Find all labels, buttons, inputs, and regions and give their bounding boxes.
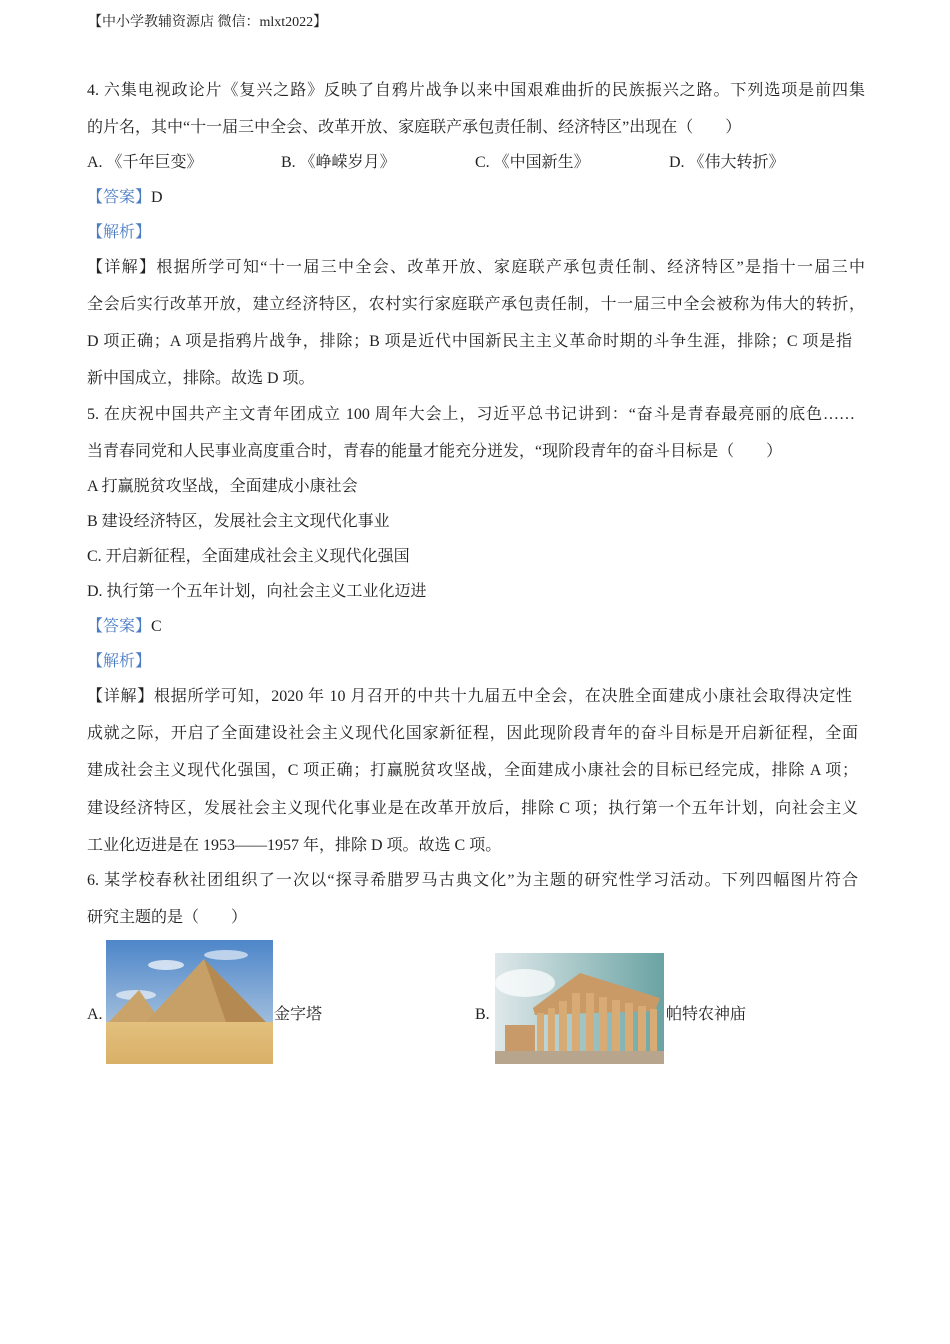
q5-detail-line-5: 工业化迈进是在 1953——1957 年，排除 D 项。故选 C 项。 <box>87 837 502 854</box>
q5-stem-line-2: 当青春同党和人民事业高度重合时，青春的能量才能充分迸发，“现阶段青年的奋斗目标是（ ） <box>87 443 783 460</box>
detail-tag: 【详解】 <box>87 259 157 276</box>
q4-stem-line-2: 的片名，其中“十一届三中全会、改革开放、家庭联产承包责任制、经济特区”出现在（ ） <box>87 119 742 136</box>
answer-tag: 【答案】 <box>87 618 152 635</box>
q5-detail-line-1 <box>87 687 852 707</box>
q5-detail-line-3: 建成社会主义现代化强国，C 项正确；打赢脱贫攻坚战，全面建成小康社会的目标已经完成，排除 A 项； <box>87 762 858 779</box>
q4-analysis-tag: 【解析】 <box>87 224 152 241</box>
q5-option-b: B 建设经济特区，发展社会主文现代化事业 <box>87 513 390 530</box>
q6-option-a-caption: 金字塔 <box>274 1006 323 1023</box>
detail-text: 根据所学可知“十一届三中全会、改革开放、家庭联产承包责任制、经济特区”是指十一届三中 <box>156 259 865 276</box>
q5-option-d: D. 执行第一个五年计划，向社会主义工业化迈进 <box>87 583 427 600</box>
parthenon-image <box>495 953 664 1064</box>
answer-tag: 【答案】 <box>87 189 152 206</box>
q5-option-a: A 打赢脱贫攻坚战，全面建成小康社会 <box>87 478 358 495</box>
q6-option-b-letter: B. <box>475 1006 490 1023</box>
q4-answer <box>87 188 163 208</box>
answer-value: C <box>151 618 162 635</box>
q6-stem-line-1: 6. 某学校春秋社团组织了一次以“探寻希腊罗马古典文化”为主题的研究性学习活动。下列四幅图片符合 <box>87 872 858 889</box>
q5-detail-line-4: 建设经济特区，发展社会主义现代化事业是在改革开放后，排除 C 项；执行第一个五年计划，向社会主义 <box>87 800 858 817</box>
q4-stem-line-1: 4. 六集电视政论片《复兴之路》反映了自鸦片战争以来中国艰难曲折的民族振兴之路。下列选项是前四集 <box>87 82 865 99</box>
page-header-watermark: 【中小学教辅资源店 微信：mlxt2022】 <box>88 15 328 30</box>
q4-option-a: A. 《千年巨变》 <box>87 154 203 171</box>
q5-answer <box>87 617 162 637</box>
q5-detail-line-2: 成就之际，开启了全面建设社会主义现代化国家新征程，因此现阶段青年的奋斗目标是开启新征程，全面 <box>87 725 858 742</box>
answer-value: D <box>151 189 163 206</box>
q4-detail-line-1 <box>87 258 865 278</box>
q4-option-b: B. 《峥嵘岁月》 <box>281 154 396 171</box>
q6-stem-line-2: 研究主题的是（ ） <box>87 909 248 926</box>
q5-analysis-tag: 【解析】 <box>87 653 152 670</box>
q6-option-b-caption: 帕特农神庙 <box>666 1006 747 1023</box>
detail-text: 根据所学可知，2020 年 10 月召开的中共十九届五中全会，在决胜全面建成小康社会取得决定性 <box>154 688 852 705</box>
q5-option-c: C. 开启新征程，全面建成社会主义现代化强国 <box>87 548 410 565</box>
q4-detail-line-3: D 项正确；A 项是指鸦片战争，排除；B 项是近代中国新民主主义革命时期的斗争生涯，排除；C 项是指 <box>87 333 852 350</box>
q4-detail-line-4: 新中国成立，排除。故选 D 项。 <box>87 370 315 387</box>
pyramids-image <box>106 940 273 1064</box>
q4-detail-line-2: 全会后实行改革开放，建立经济特区，农村实行家庭联产承包责任制，十一届三中全会被称为伟大的转折， <box>87 296 865 313</box>
q4-option-c: C. 《中国新生》 <box>475 154 590 171</box>
q6-option-a-letter: A. <box>87 1006 103 1023</box>
detail-tag: 【详解】 <box>87 688 154 705</box>
q4-option-d: D. 《伟大转折》 <box>669 154 785 171</box>
q5-stem-line-1: 5. 在庆祝中国共产主文青年团成立 100 周年大会上，习近平总书记讲到：“奋斗是青春最亮丽的底色…… <box>87 406 855 423</box>
